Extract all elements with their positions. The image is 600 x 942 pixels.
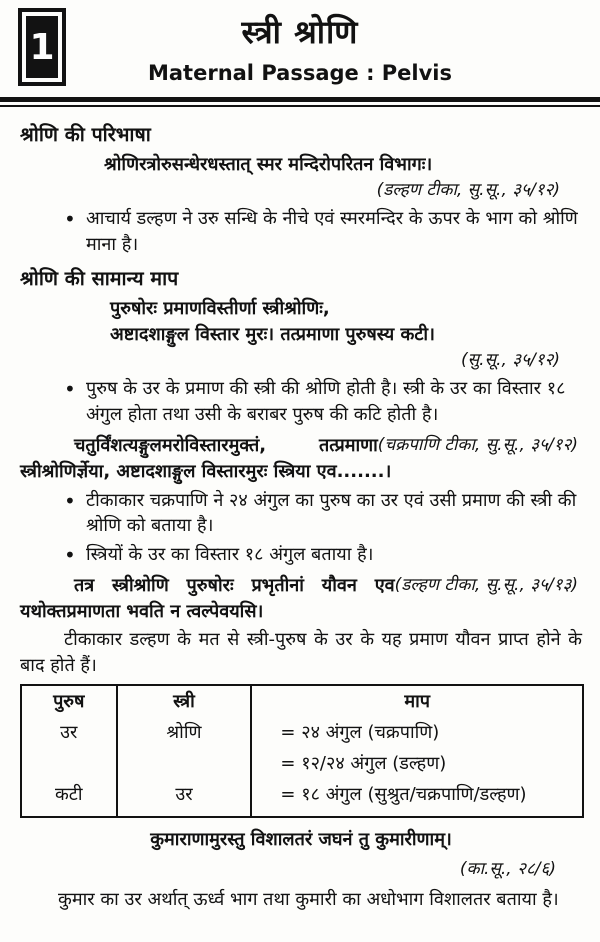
shloka-closing: कुमाराणामुरस्तु विशालतरं जघनं तु कुमारीणाम्। [150,829,452,851]
page-title: स्त्री श्रोणि [241,13,359,51]
table-header-cell: माप [251,685,583,717]
quote-chakrapani [20,433,582,484]
shloka-measurement [110,296,582,347]
quote-dalhana [20,573,582,624]
definition-bullet-list [20,206,582,257]
citation-chakrapani: (चक्रपाणि टीका, सु.सू., ३५/१२) [377,435,578,456]
shloka-line-2: अष्टादशाङ्गुल विस्तार मुरः। तत्प्रमाणा पुरुषस्य कटी। [110,323,435,345]
table-cell: श्रोणि [117,717,252,748]
citation-dalhana: (डल्हण टीका, सु.सू., ३५/१३) [394,575,578,596]
table-row [21,748,583,779]
citation-closing: (का.सू., २८/६) [459,858,556,879]
commentary-paragraph: टीकाकार डल्हण के मत से स्त्री-पुरुष के उर के यह प्रमाण यौवन प्राप्त होने के बाद होते हैं। [20,629,582,676]
shloka-line-1: पुरुषोरः प्रमाणविस्तीर्णा स्त्रीश्रोणिः, [110,298,330,320]
table-cell [21,748,117,779]
chapter-number: 1 [26,16,58,78]
quote-text: चतुर्विंशत्यङ्गुलमरोविस्तारमुक्तं, तत्प्रमाणा स्त्रीश्रोणिर्ज्ञेया, अष्टादशाङ्गुल विस्तारमुरः स्त्रिया एव.......। [20,435,392,482]
table-header-cell: स्त्री [117,685,252,717]
bullet-item: • टीकाकार चक्रपाणि ने २४ अंगुल का पुरुष का उर एवं उसी प्रमाण की स्त्री की श्रोणि को बताया है। [20,488,582,539]
bullet-item: • स्त्रियों के उर का विस्तार १८ अंगुल बताया है। [20,542,582,568]
header-divider [0,97,600,107]
page-subtitle: Maternal Passage : Pelvis [147,61,453,85]
measurement-table [20,684,584,818]
measurement-bullet-list-1 [20,376,582,427]
table-cell [117,748,252,779]
quote-text: तत्र स्त्रीश्रोणि पुरुषोरः प्रभृतीनां यौवन एव यथोक्तप्रमाणता भवति न त्वल्पेवयसि। [20,575,395,622]
measurement-bullet-list-2 [20,488,582,568]
table-header-cell: पुरुष [53,691,85,713]
citation-measurement: (सु.सू., ३५/१२) [461,350,560,371]
closing-paragraph: कुमार का उर अर्थात् ऊर्ध्व भाग तथा कुमारी का अधोभाग विशालतर बताया है। [58,889,559,911]
citation-definition: (डल्हण टीका, सु.सू., ३५/१२) [376,180,560,201]
section-heading-definition: श्रोणि की परिभाषा [20,123,151,146]
bullet-item: • आचार्य डल्हण ने उरु सन्धि के नीचे एवं स्मरमन्दिर के ऊपर के भाग को श्रोणि माना है। [20,206,582,257]
shloka-definition: श्रोणिरत्रोरुसन्धेरधस्तात् स्मर मन्दिरोपरितन विभागः। [104,153,433,175]
table-cell: उर [60,722,78,744]
table-cell: = २४ अंगुल (चक्रपाणि) [251,717,583,748]
page-content [0,107,600,913]
section-heading-measurement: श्रोणि की सामान्य माप [20,267,179,291]
table-cell: = १२/२४ अंगुल (डल्हण) [251,748,583,779]
table-cell: उर [117,779,252,817]
chapter-number-box [18,8,66,86]
table-row [21,717,583,748]
table-row [21,779,583,817]
bullet-item: • पुरुष के उर के प्रमाण की स्त्री की श्रोणि होती है। स्त्री के उर का विस्तार १८ अंगुल होता तथा उसी के बराबर पुरुष की कटि होती है। [20,376,582,427]
table-header-row [21,685,583,717]
table-cell: कटी [54,784,83,806]
chapter-header [0,0,600,107]
table-cell: = १८ अंगुल (सुश्रुत/चक्रपाणि/डल्हण) [251,779,583,817]
